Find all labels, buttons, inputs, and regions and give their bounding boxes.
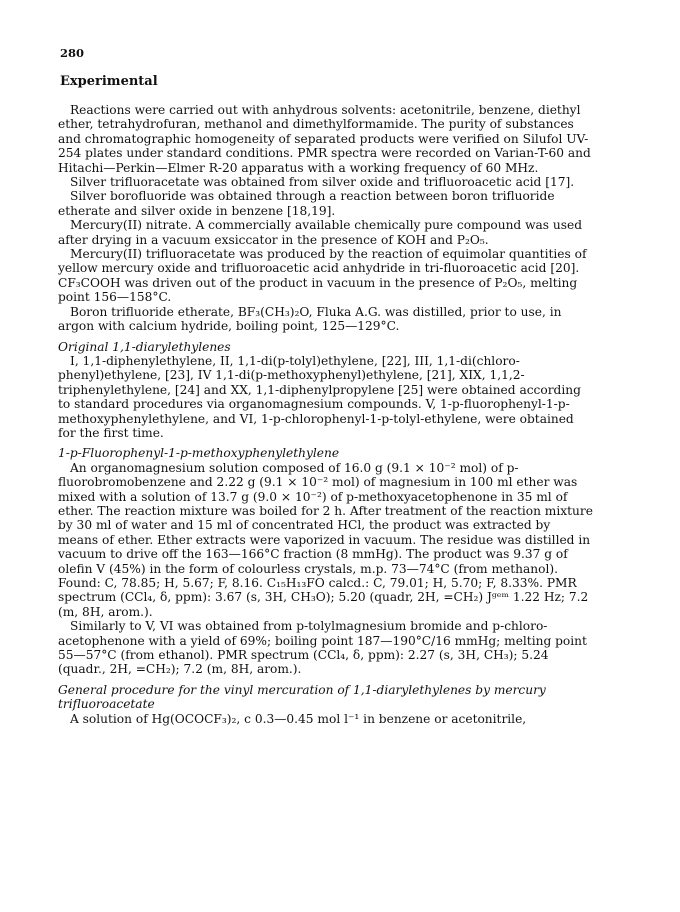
subheading-fluorophenyl: 1-p-Fluorophenyl-1-p-methoxyphenylethylene (58, 446, 340, 461)
paragraph-silver-borofluoride: Silver borofluoride was obtained through a reaction between boron trifluoride etherate and silver oxide in benzene [18,19]. (58, 189, 555, 218)
subheading-general-procedure: General procedure for the vinyl mercuration of 1,1-diarylethylenes by mercury trifluoroacetate (58, 682, 546, 712)
page-number: 280 (60, 46, 85, 60)
paragraph-mercury-nitrate: Mercury(II) nitrate. A commercially available chemically pure compound was used after drying in a vacuum exsiccator in the presence of KOH and P₂O₅. (58, 218, 583, 247)
paragraph-compound-vi: Similarly to V, VI was obtained from p-tolylmagnesium bromide and p-chloro-acetophenone with a yield of 69%; boiling point 187—190°C/16 mmHg; melting point 55—57°C (from ethanol). PMR spectrum (CCl₄, δ, ppm): 2.27 (s, 3H, CH₃); 5.24 (quadr., 2H, =CH₂); 7.2 (m, 8H, arom.). (58, 619, 587, 677)
paragraph-diarylethylenes: I, 1,1-diphenylethylene, II, 1,1-di(p-tolyl)ethylene, [22], III, 1,1-di(chloro-phenyl)ethylene, [23], IV 1,1-di(p-methoxyphenyl)ethylene, [21], XIX, 1,1,2-triphenylethylene, [24] and XX, 1,1-diphenylpropylene [25] were obtained according to standard procedures via organomagnesium compounds. V, 1-p-fluorophenyl-1-p-methoxyphenylethylene, and VI, 1-p-chlorophenyl-1-p-tolyl-ethylene, were obtained for the first time. (58, 353, 581, 440)
paragraph-general-procedure: A solution of Hg(OCOCF₃)₂, c 0.3—0.45 mol l⁻¹ in benzene or acetonitrile, (70, 711, 527, 726)
paragraph-solvents: Reactions were carried out with anhydrous solvents: acetonitrile, benzene, diethyl ether, tetrahydrofuran, methanol and dimethylformamide. The purity of substances and chromatographic homogeneity of separated products were verified on Silufol UV-254 plates under standard conditions. PMR spectra were recorded on Varian-T-60 and Hitachi—Perkin—Elmer R-20 apparatus with a working frequency of 60 MHz. (58, 103, 591, 175)
paragraph-silver-trifluoracetate: Silver trifluoracetate was obtained from silver oxide and trifluoroacetic acid [17]. (70, 175, 575, 190)
paragraph-mercury-trifluoracetate: Mercury(II) trifluoracetate was produced by the reaction of equimolar quantities of yellow mercury oxide and trifluoroacetic acid anhydride in tri-fluoroacetic acid [20]. CF₃COOH was driven out of the product in vacuum in the presence of P₂O₅, melting point 156—158°C. (58, 247, 587, 305)
subheading-diarylethylenes: Original 1,1-diarylethylenes (58, 339, 231, 354)
paragraph-fluorophenyl-synthesis: An organomagnesium solution composed of 16.0 g (9.1 × 10⁻² mol) of p-fluorobromobenzene and 2.22 g (9.1 × 10⁻² mol) of magnesium in 100 ml ether was mixed with a solution of 13.7 g (9.0 × 10⁻²) of p-methoxyacetophenone in 35 ml of ether. The reaction mixture was boiled for 2 h. After treatment of the reaction mixture by 30 ml of water and 15 ml of concentrated HCl, the product was extracted by means of ether. Ether extracts were vaporized in vacuum. The residue was distilled in vacuum to drive off the 163—166°C fraction (8 mmHg). The product was 9.37 g of olefin V (45%) in the form of colourless crystals, m.p. 73—74°C (from methanol). Found: C, 78.85; H, 5.67; F, 8.16. C₁₅H₁₃FO calcd.: C, 79.01; H, 5.70; F, 8.33%. PMR spectrum (CCl₄, δ, ppm): 3.67 (s, 3H, CH₃O); 5.20 (quadr, 2H, =CH₂) Jᵍᵉᵐ 1.22 Hz; 7.2 (m, 8H, arom.). (58, 460, 593, 619)
paragraph-boron-trifluoride: Boron trifluoride etherate, BF₃(CH₃)₂O, Fluka A.G. was distilled, prior to use, in argon with calcium hydride, boiling point, 125—129°C. (58, 304, 562, 334)
section-heading-experimental: Experimental (60, 74, 158, 89)
